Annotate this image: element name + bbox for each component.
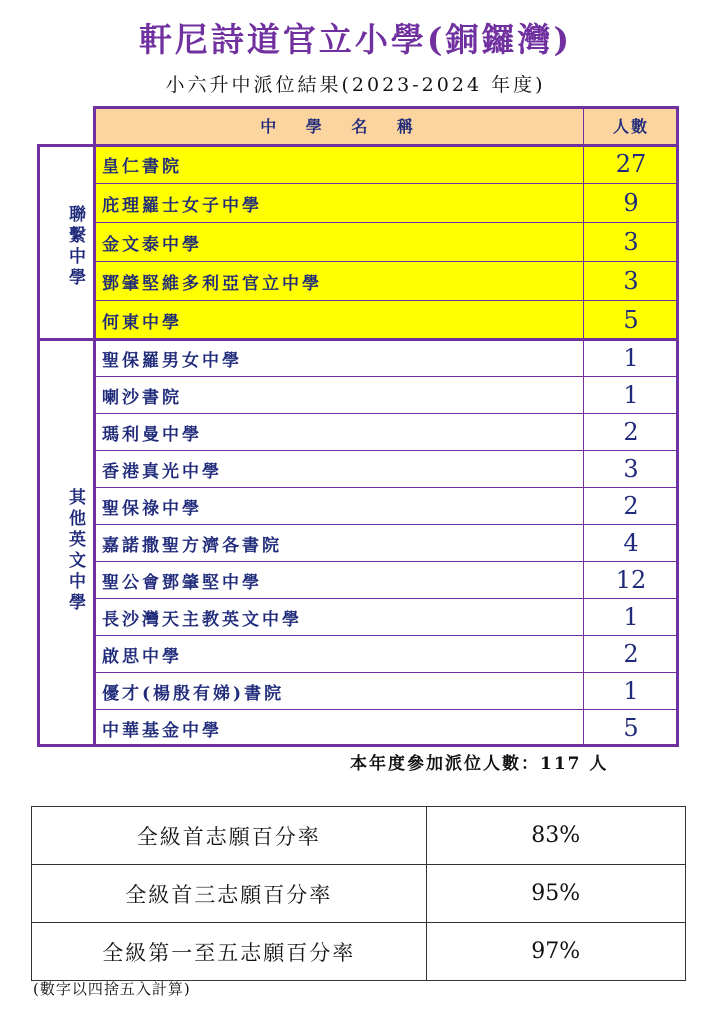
school-name: 聖保祿中學: [94, 488, 584, 525]
total-participants: 本年度參加派位人數：117 人: [350, 754, 609, 774]
feeder-category-cell: [37, 144, 93, 341]
rate-value: 95%: [426, 865, 685, 923]
school-name: 優才(楊殷有娣)書院: [94, 673, 584, 710]
table-row: [94, 451, 679, 488]
results-table: [37, 106, 679, 747]
school-name: 聖保羅男女中學: [94, 340, 584, 377]
school-name: 啟思中學: [94, 636, 584, 673]
table-row: [94, 262, 679, 301]
school-name: 金文泰中學: [94, 223, 584, 262]
rate-value: 83%: [426, 807, 685, 865]
school-name: 聖公會鄧肇堅中學: [94, 562, 584, 599]
table-row: [94, 636, 679, 673]
table-row: [94, 301, 679, 340]
school-name: 瑪利曼中學: [94, 414, 584, 451]
school-name: 鄧肇堅維多利亞官立中學: [94, 262, 584, 301]
table-row: [94, 377, 679, 414]
table-row: [94, 145, 679, 184]
rounding-note: (數字以四捨五入計算): [33, 980, 191, 998]
student-count: 12: [584, 562, 679, 599]
table-row: [94, 673, 679, 710]
school-name: 香港真光中學: [94, 451, 584, 488]
table-row: [94, 184, 679, 223]
student-count: 3: [584, 223, 679, 262]
table-row: [32, 865, 686, 923]
student-count: 2: [584, 488, 679, 525]
student-count: 27: [584, 145, 679, 184]
student-count: 3: [584, 262, 679, 301]
school-name: 庇理羅士女子中學: [94, 184, 584, 223]
table-row: [94, 525, 679, 562]
table-row: [94, 562, 679, 599]
table-header-row: [94, 107, 679, 145]
table-row: [94, 710, 679, 747]
feeder-category-label: 聯繫中學: [65, 205, 85, 289]
student-count: 5: [584, 301, 679, 340]
school-name-header: 中 學 名 稱: [94, 107, 584, 145]
student-count: 1: [584, 673, 679, 710]
student-count: 1: [584, 377, 679, 414]
school-name: 喇沙書院: [94, 377, 584, 414]
page-title: 軒尼詩道官立小學(銅鑼灣): [138, 20, 573, 59]
other-category-label: 其他英文中學: [65, 488, 85, 614]
rate-label: 全級首志願百分率: [32, 807, 427, 865]
student-count: 3: [584, 451, 679, 488]
student-count: 5: [584, 710, 679, 747]
table-row: [32, 923, 686, 981]
rate-label: 全級第一至五志願百分率: [32, 923, 427, 981]
rate-label: 全級首三志願百分率: [32, 865, 427, 923]
school-name: 何東中學: [94, 301, 584, 340]
student-count: 2: [584, 636, 679, 673]
table-row: [32, 807, 686, 865]
table-row: [94, 599, 679, 636]
table-row: [94, 340, 679, 377]
student-count: 4: [584, 525, 679, 562]
student-count: 1: [584, 599, 679, 636]
table-row: [94, 223, 679, 262]
student-count: 9: [584, 184, 679, 223]
page-subtitle: 小六升中派位結果(2023-2024 年度): [165, 74, 546, 96]
other-category-cell: [37, 338, 93, 747]
table-row: [94, 414, 679, 451]
table-row: [94, 488, 679, 525]
school-grid: [93, 106, 679, 747]
count-header: 人數: [584, 107, 679, 145]
student-count: 1: [584, 340, 679, 377]
choice-rates-table: [31, 806, 686, 981]
school-name: 中華基金中學: [94, 710, 584, 747]
student-count: 2: [584, 414, 679, 451]
school-name: 長沙灣天主教英文中學: [94, 599, 584, 636]
school-name: 嘉諾撒聖方濟各書院: [94, 525, 584, 562]
school-name: 皇仁書院: [94, 145, 584, 184]
rate-value: 97%: [426, 923, 685, 981]
